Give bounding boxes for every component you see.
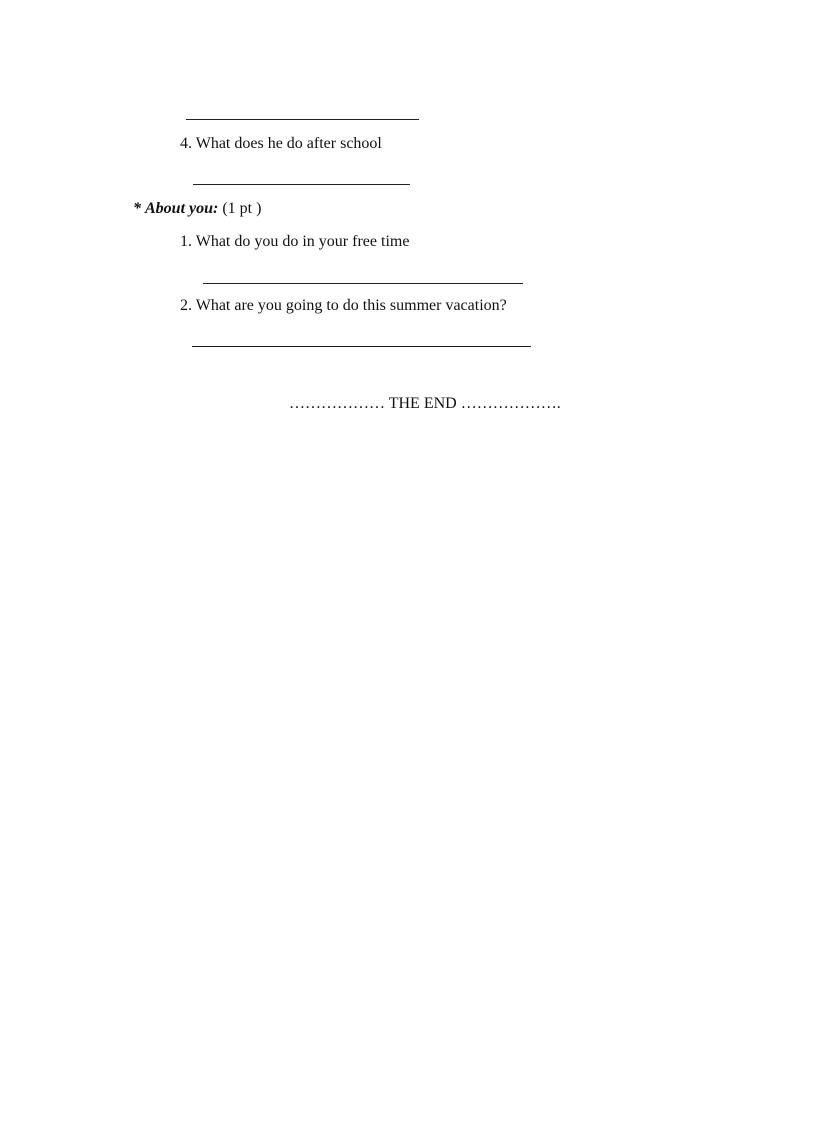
section-label: About you: (145, 200, 219, 217)
about-you-question-1: 1. What do you do in your free time (180, 233, 410, 250)
section-points: (1 pt ) (222, 200, 262, 217)
the-end-footer: ……………… THE END ………………. (289, 395, 561, 412)
section-star: * (133, 200, 141, 217)
answer-line-q4 (193, 184, 410, 185)
answer-line-q3 (186, 119, 419, 120)
answer-line-about-you-q2 (192, 346, 531, 347)
answer-line-about-you-q1 (203, 283, 523, 284)
question-4: 4. What does he do after school (180, 135, 382, 152)
section-heading-about-you (133, 199, 261, 219)
about-you-question-2: 2. What are you going to do this summer vacation? (180, 297, 507, 314)
